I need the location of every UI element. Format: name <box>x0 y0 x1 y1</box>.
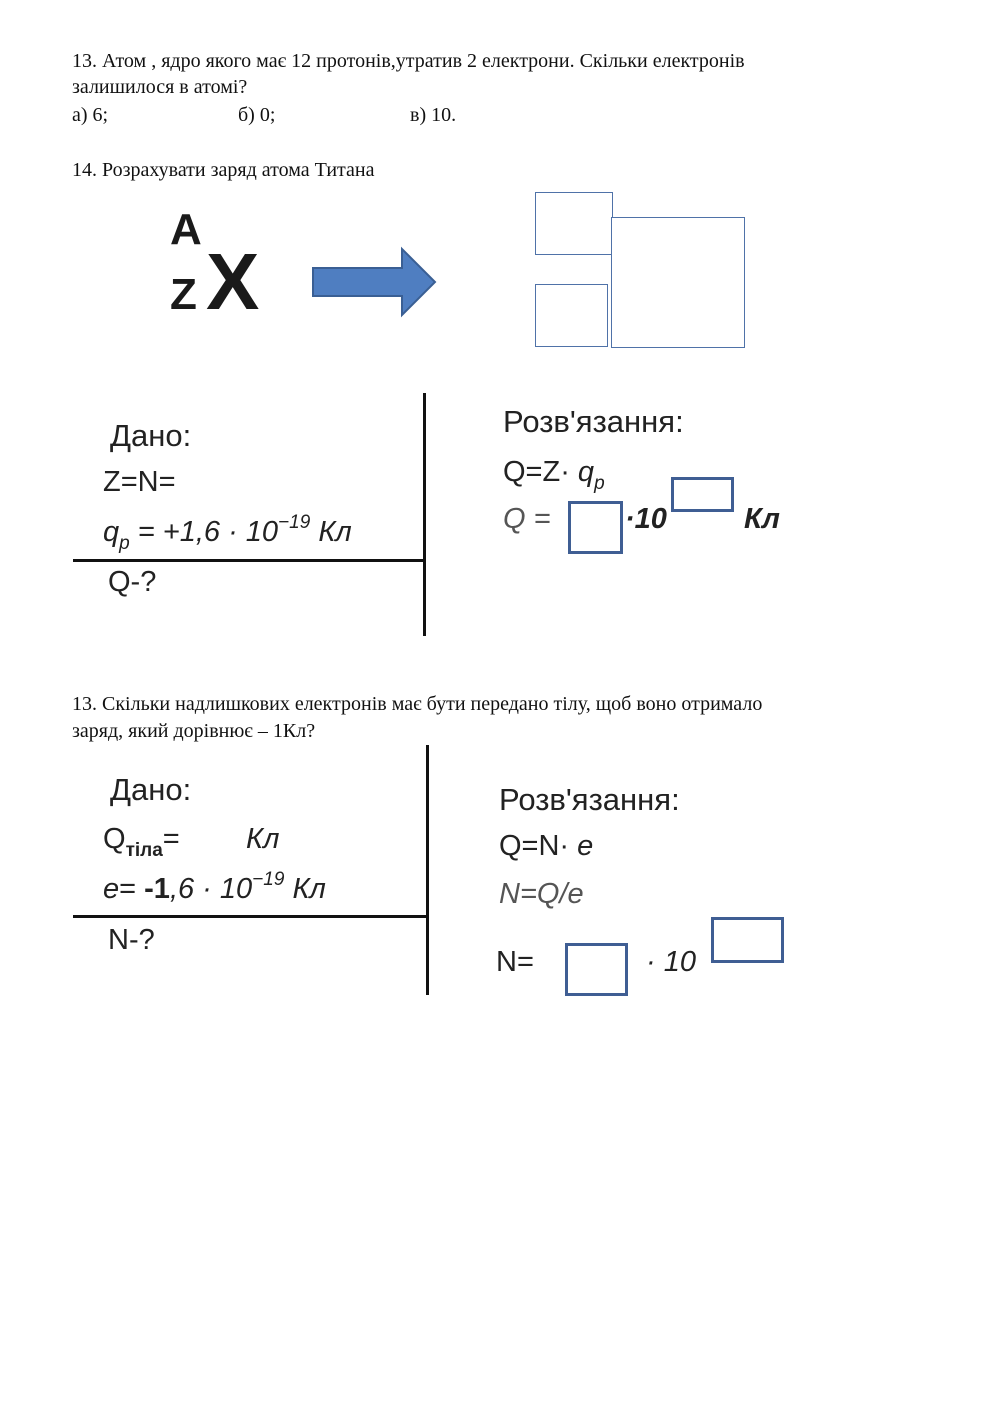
solution-result-lhs: Q = <box>503 503 551 535</box>
divider-vertical-2 <box>426 745 429 995</box>
find-q: Q-? <box>108 566 157 598</box>
solution-formula-2: N=Q/e <box>499 878 584 910</box>
n-mantissa-box[interactable] <box>565 943 628 996</box>
given-q-body: $Q_{тіла}=$ <box>103 823 180 861</box>
given-proton-charge: $q_p = +1,6 \cdot 10^{-19}$ Кл <box>103 512 352 554</box>
option-a: а) 6; <box>72 104 109 126</box>
given-heading-2: Дано: <box>110 772 192 807</box>
given-electron-charge: $e= -1,6 \cdot 10^{-19}$ Кл <box>103 869 326 905</box>
solution-result-unit: Кл <box>744 503 780 535</box>
solution-result-lhs-2: N= <box>496 946 534 978</box>
divider-vertical <box>423 393 426 636</box>
mass-number-box[interactable] <box>535 192 613 255</box>
arrow-right-icon <box>310 246 440 318</box>
q13b-line1: 13. Скільки надлишкових електронів має бути передано тілу, щоб воно отримало <box>72 693 763 715</box>
atomic-number-symbol: Z <box>170 270 197 319</box>
q14-title: 14. Розрахувати заряд атома Титана <box>72 159 375 181</box>
q13a-line1: 13. Атом , ядро якого має 12 протонів,утратив 2 електрони. Скільки електронів <box>72 50 745 72</box>
solution-heading: Розв'язання: <box>503 404 684 439</box>
q-mantissa-box[interactable] <box>568 501 623 554</box>
given-z-n: Z=N= <box>103 466 176 498</box>
q-exponent-box[interactable] <box>671 477 734 512</box>
element-symbol-box[interactable] <box>611 217 745 348</box>
solution-result-mult-2: · 10 <box>646 946 696 978</box>
solution-formula-1: Q=N· e <box>499 830 594 862</box>
element-symbol: X <box>206 237 260 326</box>
n-exponent-box[interactable] <box>711 917 784 963</box>
atomic-number-box[interactable] <box>535 284 608 347</box>
divider-horizontal <box>73 559 426 562</box>
option-b: б) 0; <box>238 104 276 126</box>
given-heading: Дано: <box>110 418 192 453</box>
divider-horizontal-2 <box>73 915 429 918</box>
q13b-line2: заряд, який дорівнює – 1Кл? <box>72 720 316 742</box>
given-q-unit: Кл <box>246 823 280 855</box>
solution-result-mult: ·10 <box>625 503 667 535</box>
mass-number-symbol: A <box>170 205 202 254</box>
option-c: в) 10. <box>410 104 457 126</box>
solution-formula: $Q=Z\cdot q_p$ <box>503 456 605 494</box>
solution-heading-2: Розв'язання: <box>499 782 680 817</box>
find-n: N-? <box>108 924 155 956</box>
q13a-line2: залишилося в атомі? <box>72 76 248 98</box>
